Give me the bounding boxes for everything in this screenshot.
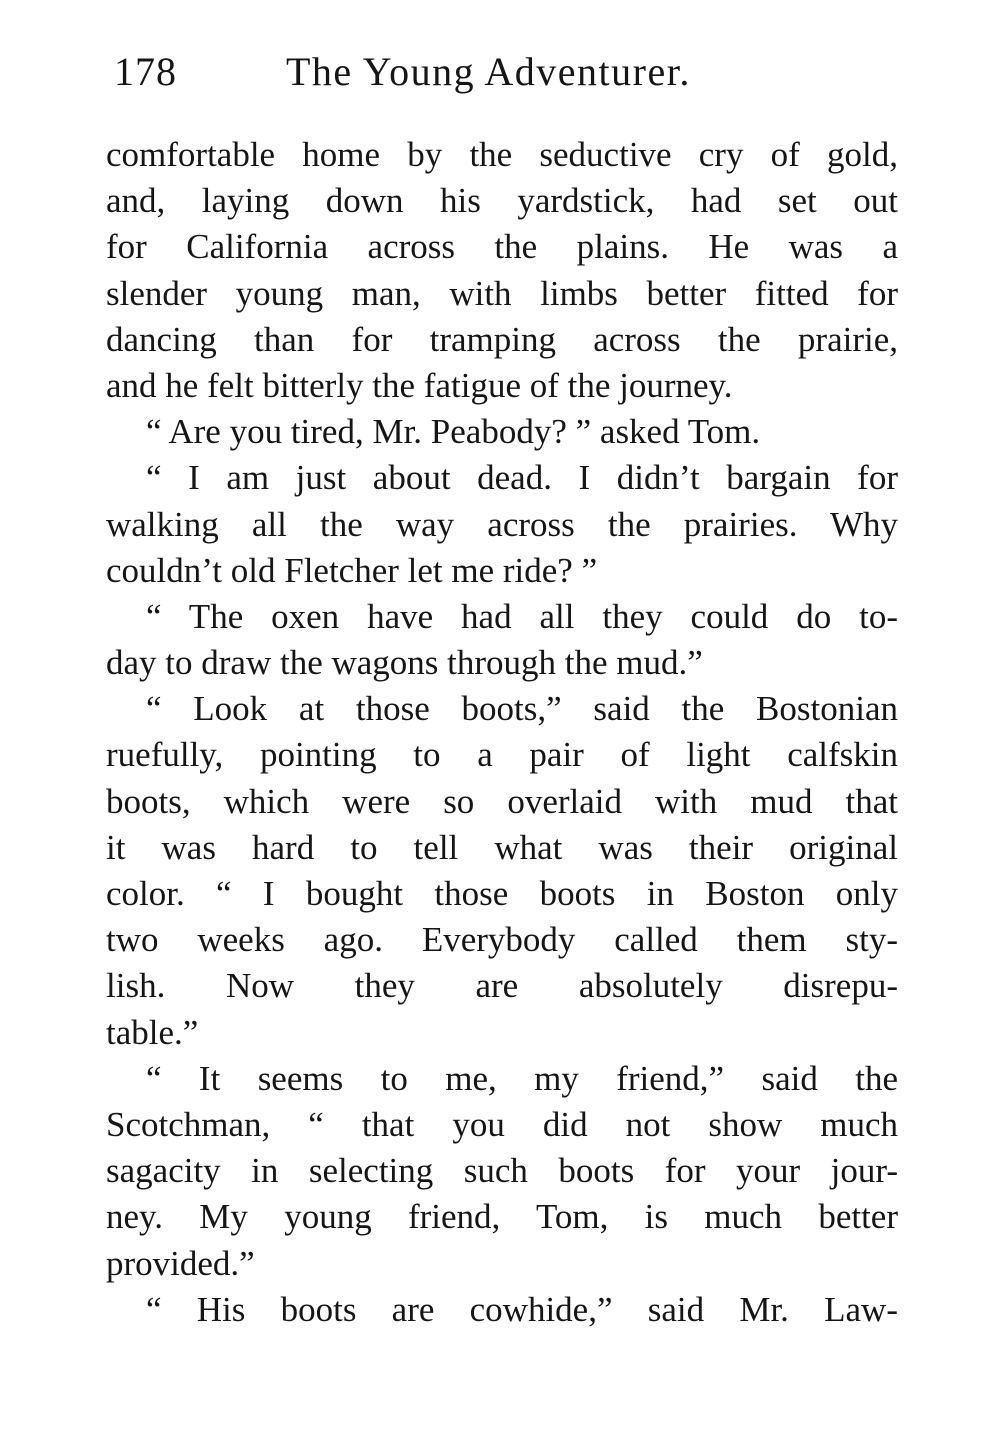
text-line: comfortable home by the seductive cry of gold, <box>106 135 898 174</box>
text-line: and he felt bitterly the fatigue of the journey. <box>106 365 733 405</box>
text-line: dancing than for tramping across the prairie, <box>106 319 898 359</box>
text-line: ruefully, pointing to a pair of light calfskin <box>106 735 898 775</box>
text-line: sagacity in selecting such boots for your jour- <box>106 1151 898 1191</box>
text-line: walking all the way across the prairies. Why <box>106 504 898 544</box>
text-line: table.” <box>106 1012 199 1052</box>
text-line: “ It seems to me, my friend,” said the <box>146 1058 898 1098</box>
text-line: Scotchman, “ that you did not show much <box>106 1104 898 1144</box>
text-line: and, laying down his yardstick, had set out <box>106 181 898 221</box>
text-line: for California across the plains. He was a <box>106 227 898 267</box>
text-line: day to draw the wagons through the mud.” <box>106 643 703 683</box>
text-line: slender young man, with limbs better fitted for <box>106 273 898 313</box>
text-line: “ His boots are cowhide,” said Mr. Law- <box>146 1289 898 1329</box>
text-line: couldn’t old Fletcher let me ride? ” <box>106 550 598 590</box>
page-number: 178 <box>114 49 177 94</box>
text-line: “ I am just about dead. I didn’t bargain for <box>146 458 898 498</box>
page-header <box>108 48 908 108</box>
text-line: ney. My young friend, Tom, is much better <box>106 1197 898 1237</box>
body-text <box>106 132 898 1333</box>
text-line: lish. Now they are absolutely disrepu- <box>106 966 898 1006</box>
running-head: The Young Adventurer. <box>286 49 691 94</box>
text-line: provided.” <box>106 1243 255 1283</box>
text-line: two weeks ago. Everybody called them sty- <box>106 920 898 960</box>
text-line: “ Look at those boots,” said the Bostonian <box>146 689 898 729</box>
text-line: “ The oxen have had all they could do to- <box>146 596 898 636</box>
text-line: “ Are you tired, Mr. Peabody? ” asked Tom. <box>146 412 761 452</box>
text-line: color. “ I bought those boots in Boston only <box>106 874 898 913</box>
text-line: boots, which were so overlaid with mud that <box>106 781 898 821</box>
text-line: it was hard to tell what was their original <box>106 827 898 867</box>
